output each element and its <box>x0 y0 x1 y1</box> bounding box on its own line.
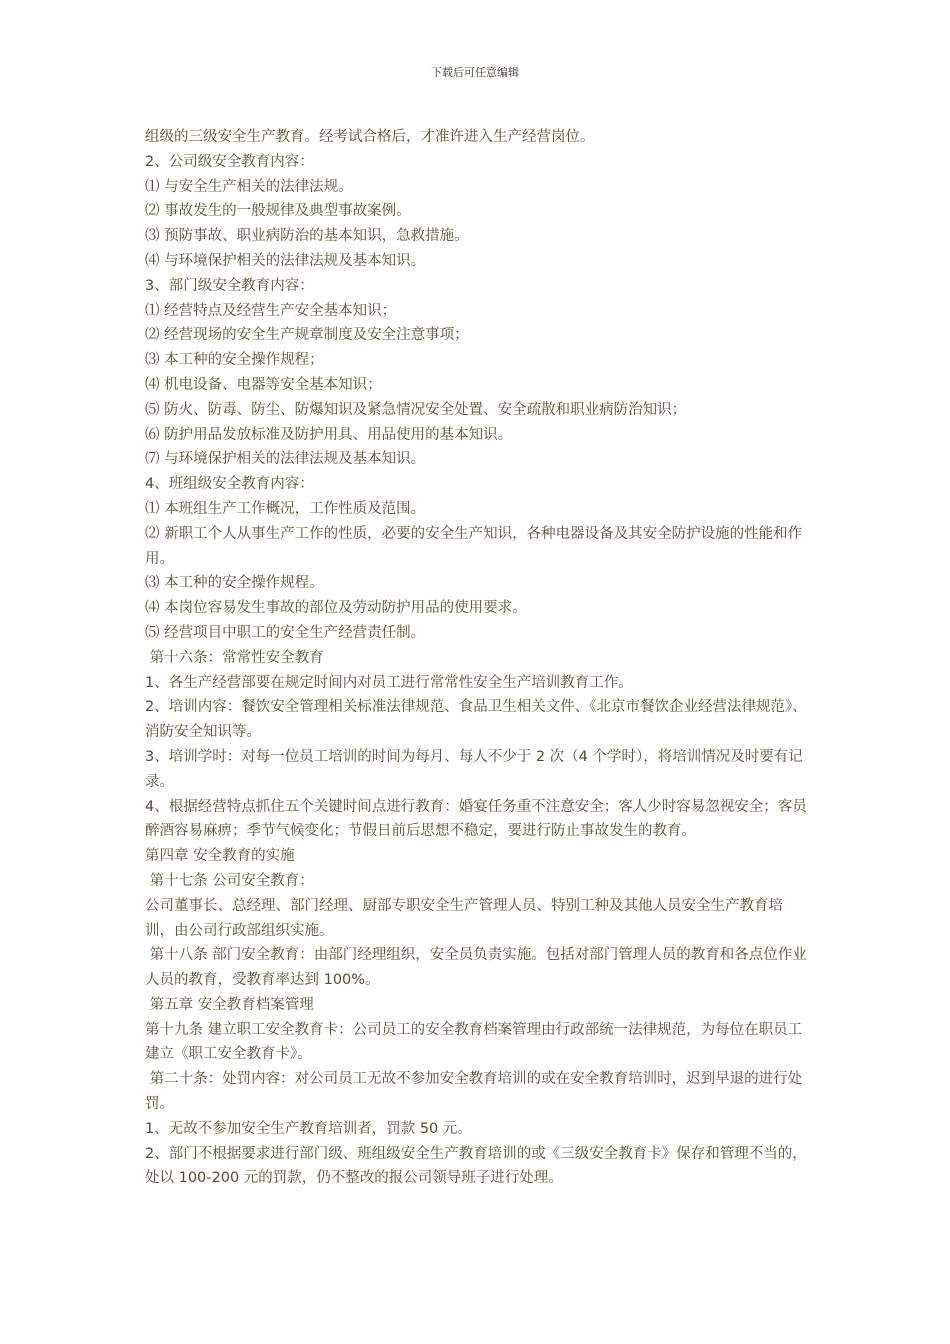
chapter-heading: 第五章 安全教育档案管理 <box>145 996 314 1013</box>
list-item: ⑶ 预防事故、职业病防治的基本知识，急救措施。 <box>145 228 469 245</box>
section-heading: 2、公司级安全教育内容： <box>145 153 314 170</box>
paragraph: 3、培训学时：对每一位员工培训的时间为每月、每人不少于 2 次（4 个学时），将培训情况及时要有记录。 <box>145 748 803 790</box>
page-header: 下载后可任意编辑 <box>431 66 519 79</box>
paragraph: 4、根据经营特点抓住五个关键时间点进行教育：婚宴任务重不注意安全；客人少时容易忽视安全；客员醉酒容易麻痹；季节气候变化；节假日前后思想不稳定，要进行防止事故发生的教育。 <box>145 798 807 840</box>
paragraph: 1、无故不参加安全生产教育培训者，罚款 50 元。 <box>145 1120 472 1137</box>
list-item: ⑵ 事故发生的一般规律及典型事故案例。 <box>145 203 411 220</box>
list-item: ⑸ 防火、防毒、防尘、防爆知识及紧急情况安全处置、安全疏散和职业病防治知识； <box>145 401 687 418</box>
list-item: ⑷ 与环境保护相关的法律法规及基本知识。 <box>145 252 426 269</box>
paragraph: 第二十条：处罚内容：对公司员工无故不参加安全教育培训的或在安全教育培训时，迟到早退的进行处罚。 <box>145 1071 803 1113</box>
paragraph: 组级的三级安全生产教育。经考试合格后，才准许进入生产经营岗位。 <box>145 129 595 145</box>
list-item: ⑴ 本班组生产工作概况，工作性质及范围。 <box>145 500 426 517</box>
list-item: ⑴ 与安全生产相关的法律法规。 <box>145 178 353 195</box>
list-item: ⑹ 防护用品发放标准及防护用具、用品使用的基本知识。 <box>145 426 513 443</box>
list-item: ⑶ 本工种的安全操作规程； <box>145 352 324 369</box>
section-heading: 4、班组级安全教育内容： <box>145 476 314 493</box>
list-item: ⑴ 经营特点及经营生产安全基本知识； <box>145 302 397 319</box>
section-heading: 3、部门级安全教育内容： <box>145 277 314 294</box>
list-item: ⑵ 新职工个人从事生产工作的性质，必要的安全生产知识，各种电器设备及其安全防护设施的性能和作用。 <box>145 525 803 567</box>
document-body <box>145 125 810 1191</box>
paragraph: 2、培训内容：餐饮安全管理相关标准法律规范、食品卫生相关文件、《北京市餐饮企业经营法律规范》、消防安全知识等。 <box>145 699 807 741</box>
article-heading: 第十六条：常常性安全教育 <box>145 649 324 666</box>
list-item: ⑸ 经营项目中职工的安全生产经营责任制。 <box>145 624 426 641</box>
paragraph: 1、各生产经营部要在规定时间内对员工进行常常性安全生产培训教育工作。 <box>145 674 633 691</box>
paragraph: 第十八条 部门安全教育：由部门经理组织，安全员负责实施。包括对部门管理人员的教育和各点位作业人员的教育，受教育率达到 100%。 <box>145 947 807 989</box>
chapter-heading: 第四章 安全教育的实施 <box>145 848 295 865</box>
list-item: ⑶ 本工种的安全操作规程。 <box>145 575 324 592</box>
article-heading: 第十七条 公司安全教育： <box>145 872 314 889</box>
list-item: ⑷ 本岗位容易发生事故的部位及劳动防护用品的使用要求。 <box>145 600 527 617</box>
list-item: ⑷ 机电设备、电器等安全基本知识； <box>145 376 382 393</box>
list-item: ⑺ 与环境保护相关的法律法规及基本知识。 <box>145 451 426 468</box>
paragraph: 2、部门不根据要求进行部门级、班组级安全生产教育培训的或《三级安全教育卡》保存和管理不当的，处以 100-200 元的罚款，仍不整改的报公司领导班子进行处理。 <box>145 1145 807 1187</box>
paragraph: 公司董事长、总经理、部门经理、厨部专职安全生产管理人员、特别工种及其他人员安全生产教育培训，由公司行政部组织实施。 <box>145 897 783 939</box>
list-item: ⑵ 经营现场的安全生产规章制度及安全注意事项； <box>145 327 469 344</box>
paragraph: 第十九条 建立职工安全教育卡：公司员工的安全教育档案管理由行政部统一法律规范，为每位在职员工建立《职工安全教育卡》。 <box>145 1021 803 1063</box>
